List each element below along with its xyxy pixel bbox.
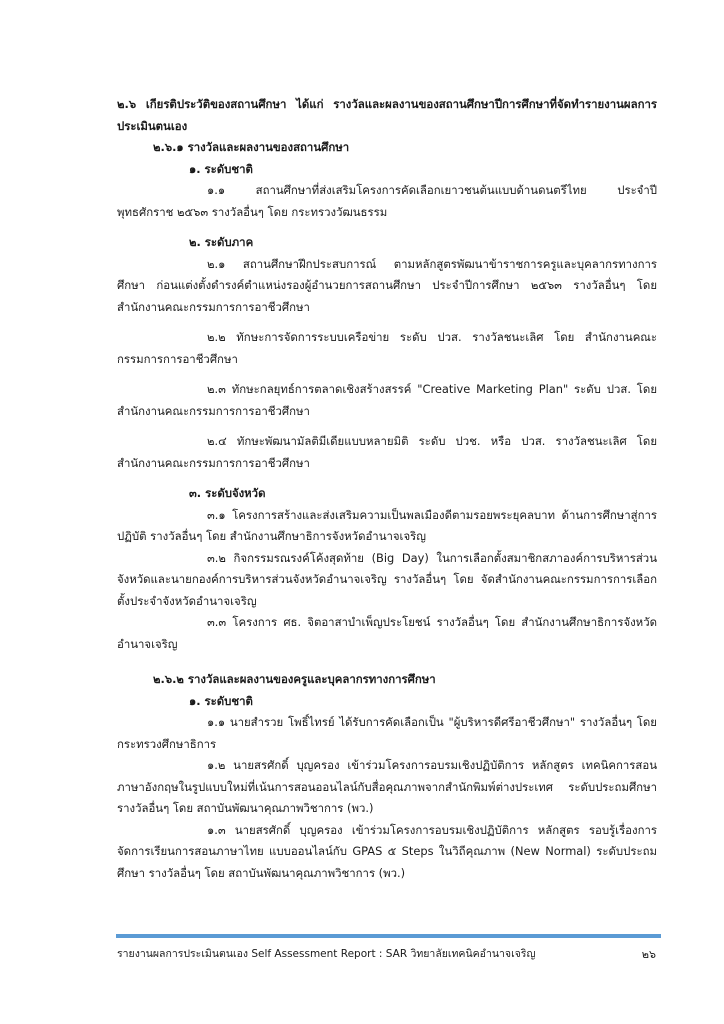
award-item: ๑.๓ นายสรศักดิ์ บุญครอง เข้าร่วมโครงการอบรมเชิงปฏิบัติการ หลักสูตร รอบรู้เรื่องการจัดการเรียนการสอนภาษาไทย แบบออนไลน์กับ GPAS ๕ Steps ในวิถีคุณภาพ (New Normal) ระดับประถมศึกษา รางวัลอื่นๆ โดย สถาบันพัฒนาคุณภาพวิชาการ (พว.) bbox=[117, 822, 657, 880]
award-item: ๑.๑ สถานศึกษาที่ส่งเสริมโครงการคัดเลือกเยาวชนต้นแบบด้านดนตรีไทย ประจำปีพุทธศักราช ๒๕๖๓ รางวัลอื่นๆ โดย กระทรวงวัฒนธรรม bbox=[117, 183, 657, 219]
footer-rule bbox=[116, 934, 661, 938]
award-item: ๑.๒ นายสรศักดิ์ บุญครอง เข้าร่วมโครงการอบรมเชิงปฏิบัติการ หลักสูตร เทคนิคการสอนภาษาอังกฤษในรูปแบบใหม่ที่เน้นการสอนออนไลน์กับสื่อคุณภาพจากสำนักพิมพ์ต่างประเทศ ระดับประถมศึกษา รางวัลอื่นๆ โดย สถาบันพัฒนาคุณภาพวิชาการ (พว.) bbox=[117, 758, 657, 815]
award-item: ๒.๔ ทักษะพัฒนามัลติมีเดียแบบหลายมิติ ระดับ ปวช. หรือ ปวส. รางวัลชนะเลิศ โดย สำนักงานคณะกรรมการการอาชีวศึกษา bbox=[117, 434, 657, 470]
award-item: ๓.๑ โครงการสร้างและส่งเสริมความเป็นพลเมืองดีตามรอยพระยุคลบาท ด้านการศึกษาสู่การปฏิบัติ รางวัลอื่นๆ โดย สำนักงานศึกษาธิการจังหวัดอำนาจเจริญ bbox=[117, 507, 657, 543]
section-title: ๒.๖ เกียรติประวัติของสถานศึกษา ได้แก่ รางวัลและผลงานของสถานศึกษาปีการศึกษาที่จัดทำรายงานผลการประเมินตนเอง bbox=[117, 97, 657, 133]
award-item: ๓.๓ โครงการ ศธ. จิตอาสาบำเพ็ญประโยชน์ รางวัลอื่นๆ โดย สำนักงานศึกษาธิการจังหวัดอำนาจเจริญ bbox=[117, 615, 657, 651]
subsection-heading-1: ๒.๖.๑ รางวัลและผลงานของสถานศึกษา bbox=[153, 140, 350, 154]
level-heading-provincial: ๓. ระดับจังหวัด bbox=[189, 486, 266, 500]
subsection-heading-2: ๒.๖.๒ รางวัลและผลงานของครูและบุคลากรทางการศึกษา bbox=[153, 672, 436, 686]
level-heading-regional: ๒. ระดับภาค bbox=[189, 235, 254, 249]
level-heading-national: ๑. ระดับชาติ bbox=[189, 161, 253, 176]
award-item: ๓.๒ กิจกรรมรณรงค์โค้งสุดท้าย (Big Day) ในการเลือกตั้งสมาชิกสภาองค์การบริหารส่วนจังหวัดและนายกองค์การบริหารส่วนจังหวัดอำนาจเจริญ รางวัลอื่นๆ โดย จัดสำนักงานคณะกรรมการการเลือกตั้งประจำจังหวัดอำนาจเจริญ bbox=[117, 550, 657, 608]
award-item: ๒.๑ สถานศึกษาฝึกประสบการณ์ ตามหลักสูตรพัฒนาข้าราชการครูและบุคลากรทางการศึกษา ก่อนแต่งตั้งดำรงค์ตำแหน่งรองผู้อำนวยการสถานศึกษา ประจำปีการศึกษา ๒๕๖๓ รางวัลอื่นๆ โดย สำนักงานคณะกรรมการการอาชีวศึกษา bbox=[117, 256, 657, 314]
page-number: ๒๖ bbox=[641, 948, 656, 961]
award-item: ๒.๓ ทักษะกลยุทธ์การตลาดเชิงสร้างสรรค์ "Creative Marketing Plan" ระดับ ปวส. โดย สำนักงานคณะกรรมการการอาชีวศึกษา bbox=[117, 382, 657, 418]
document-body bbox=[117, 94, 657, 884]
award-item: ๑.๑ นายสำรวย โพธิ์ไทรย์ ได้รับการคัดเลือกเป็น "ผู้บริหารดีศรีอาชีวศึกษา" รางวัลอื่นๆ โดย กระทรวงศึกษาธิการ bbox=[117, 715, 657, 751]
award-item: ๒.๒ ทักษะการจัดการระบบเครือข่าย ระดับ ปวส. รางวัลชนะเลิศ โดย สำนักงานคณะกรรมการการอาชีวศึกษา bbox=[117, 330, 657, 366]
level-heading-national-staff: ๑. ระดับชาติ bbox=[189, 693, 253, 708]
footer-text: รายงานผลการประเมินตนเอง Self Assessment Report : SAR วิทยาลัยเทคนิคอำนาจเจริญ bbox=[117, 948, 536, 960]
